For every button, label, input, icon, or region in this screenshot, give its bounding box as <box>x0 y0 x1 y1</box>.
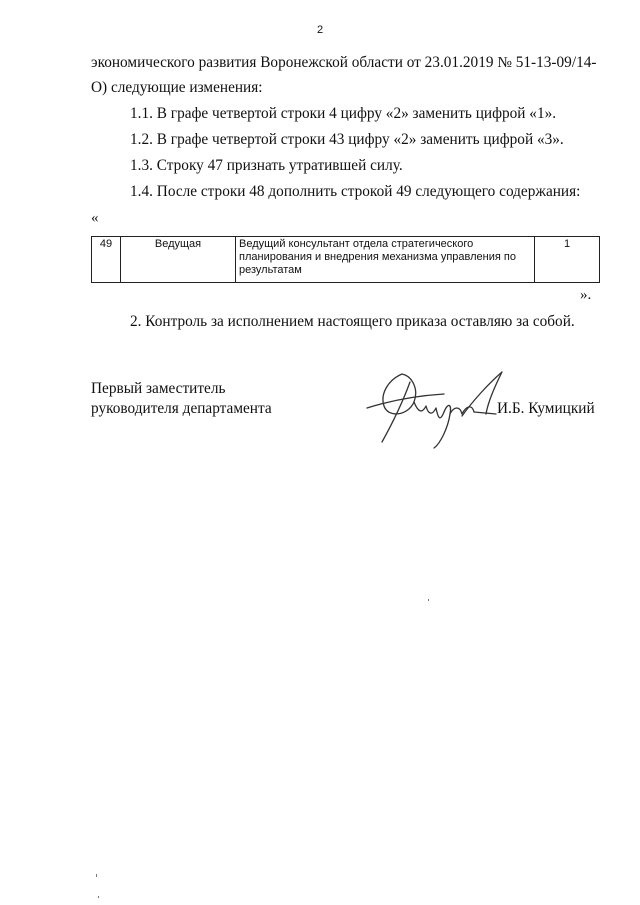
open-quote: « <box>91 210 99 226</box>
position-cell: Ведущий консультант отдела стратегического планирования и внедрения механизма управления по результатам <box>236 237 535 283</box>
count-cell: 1 <box>535 237 600 283</box>
intro-line-1: экономического развития Воронежской области от 23.01.2019 № 51-13-09/14- <box>91 54 597 71</box>
signatory-name: И.Б. Кумицкий <box>497 400 595 417</box>
handwritten-signature <box>362 362 512 452</box>
close-quote: ». <box>580 287 592 303</box>
signatory-title-line-1: Первый заместитель <box>91 380 226 397</box>
item-1-4: 1.4. После строки 48 дополнить строкой 49 следующего содержания: <box>130 183 581 200</box>
signatory-title-line-2: руководителя департамента <box>91 400 272 417</box>
item-2: 2. Контроль за исполнением настоящего приказа оставляю за собой. <box>130 313 575 330</box>
intro-line-2: О) следующие изменения: <box>91 79 263 96</box>
scan-speck <box>428 599 429 601</box>
scan-speck <box>98 896 99 898</box>
row-number-cell: 49 <box>92 237 121 283</box>
category-cell: Ведущая <box>121 237 236 283</box>
item-1-3: 1.3. Строку 47 признать утратившей силу. <box>130 157 403 174</box>
amendment-table <box>91 236 600 283</box>
item-1-2: 1.2. В графе четвертой строки 43 цифру «2» заменить цифрой «3». <box>130 131 564 148</box>
page-number: 2 <box>316 24 324 36</box>
scan-speck <box>96 874 97 877</box>
item-1-1: 1.1. В графе четвертой строки 4 цифру «2» заменить цифрой «1». <box>130 105 557 122</box>
table-row <box>92 237 600 283</box>
